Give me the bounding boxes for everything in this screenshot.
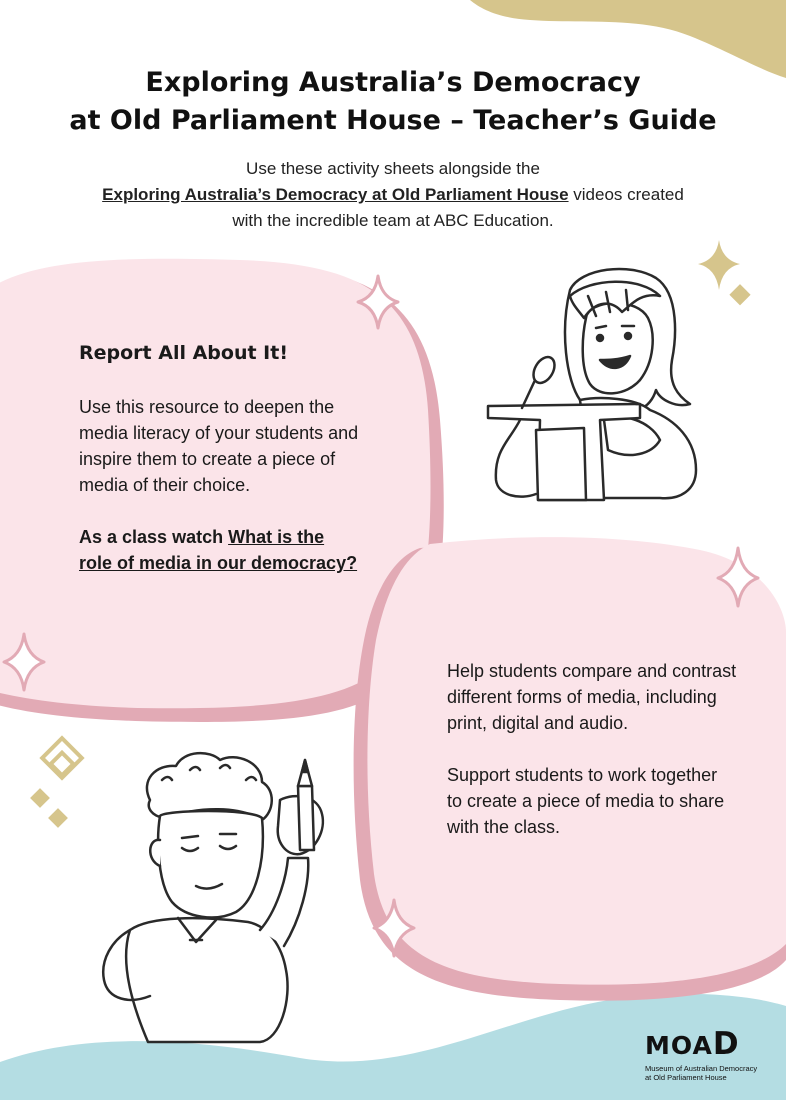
boy-with-pencil-illustration xyxy=(103,753,323,1042)
intro-text xyxy=(60,156,726,234)
title-line-2: at Old Parliament House – Teacher’s Guide xyxy=(69,105,717,136)
diamond-icon xyxy=(48,808,68,828)
diamond-icon xyxy=(729,284,750,305)
logo-subtitle-2: at Old Parliament House xyxy=(645,1073,727,1082)
card-left-content xyxy=(79,340,359,576)
diamond-icon xyxy=(30,788,50,808)
moad-logo xyxy=(645,1026,765,1082)
card-left-cta xyxy=(79,524,359,576)
intro-line-3: with the incredible team at ABC Education. xyxy=(232,211,554,230)
intro-line-1: Use these activity sheets alongside the xyxy=(246,159,540,178)
media-video-link[interactable]: What is the role of media in our democracy? xyxy=(79,527,358,573)
title-line-1: Exploring Australia’s Democracy xyxy=(145,67,641,98)
intro-line-2 xyxy=(60,182,726,208)
card-right-paragraph-2: Support students to work together to create a piece of media to share with the class. xyxy=(447,765,725,837)
logo-wordmark: MOAD xyxy=(645,1026,740,1062)
card-right-content xyxy=(447,658,737,866)
videos-link[interactable]: Exploring Australia’s Democracy at Old Parliament House xyxy=(102,185,569,204)
card-right-paragraph-1: Help students compare and contrast different forms of media, including print, digital and audio. xyxy=(447,661,737,733)
diamond-icon xyxy=(42,738,82,778)
card-left-body: Use this resource to deepen the media literacy of your students and inspire them to create a piece of media of their choice. xyxy=(79,397,359,495)
card-left-heading: Report All About It! xyxy=(79,342,288,364)
cta-prefix: As a class watch xyxy=(79,527,229,547)
logo-subtitle-1: Museum of Australian Democracy xyxy=(645,1064,758,1073)
intro-line-2-rest: videos created xyxy=(568,185,684,204)
page-title xyxy=(0,64,786,140)
sparkle-icon xyxy=(698,240,740,290)
girl-at-podium-illustration xyxy=(488,269,696,500)
